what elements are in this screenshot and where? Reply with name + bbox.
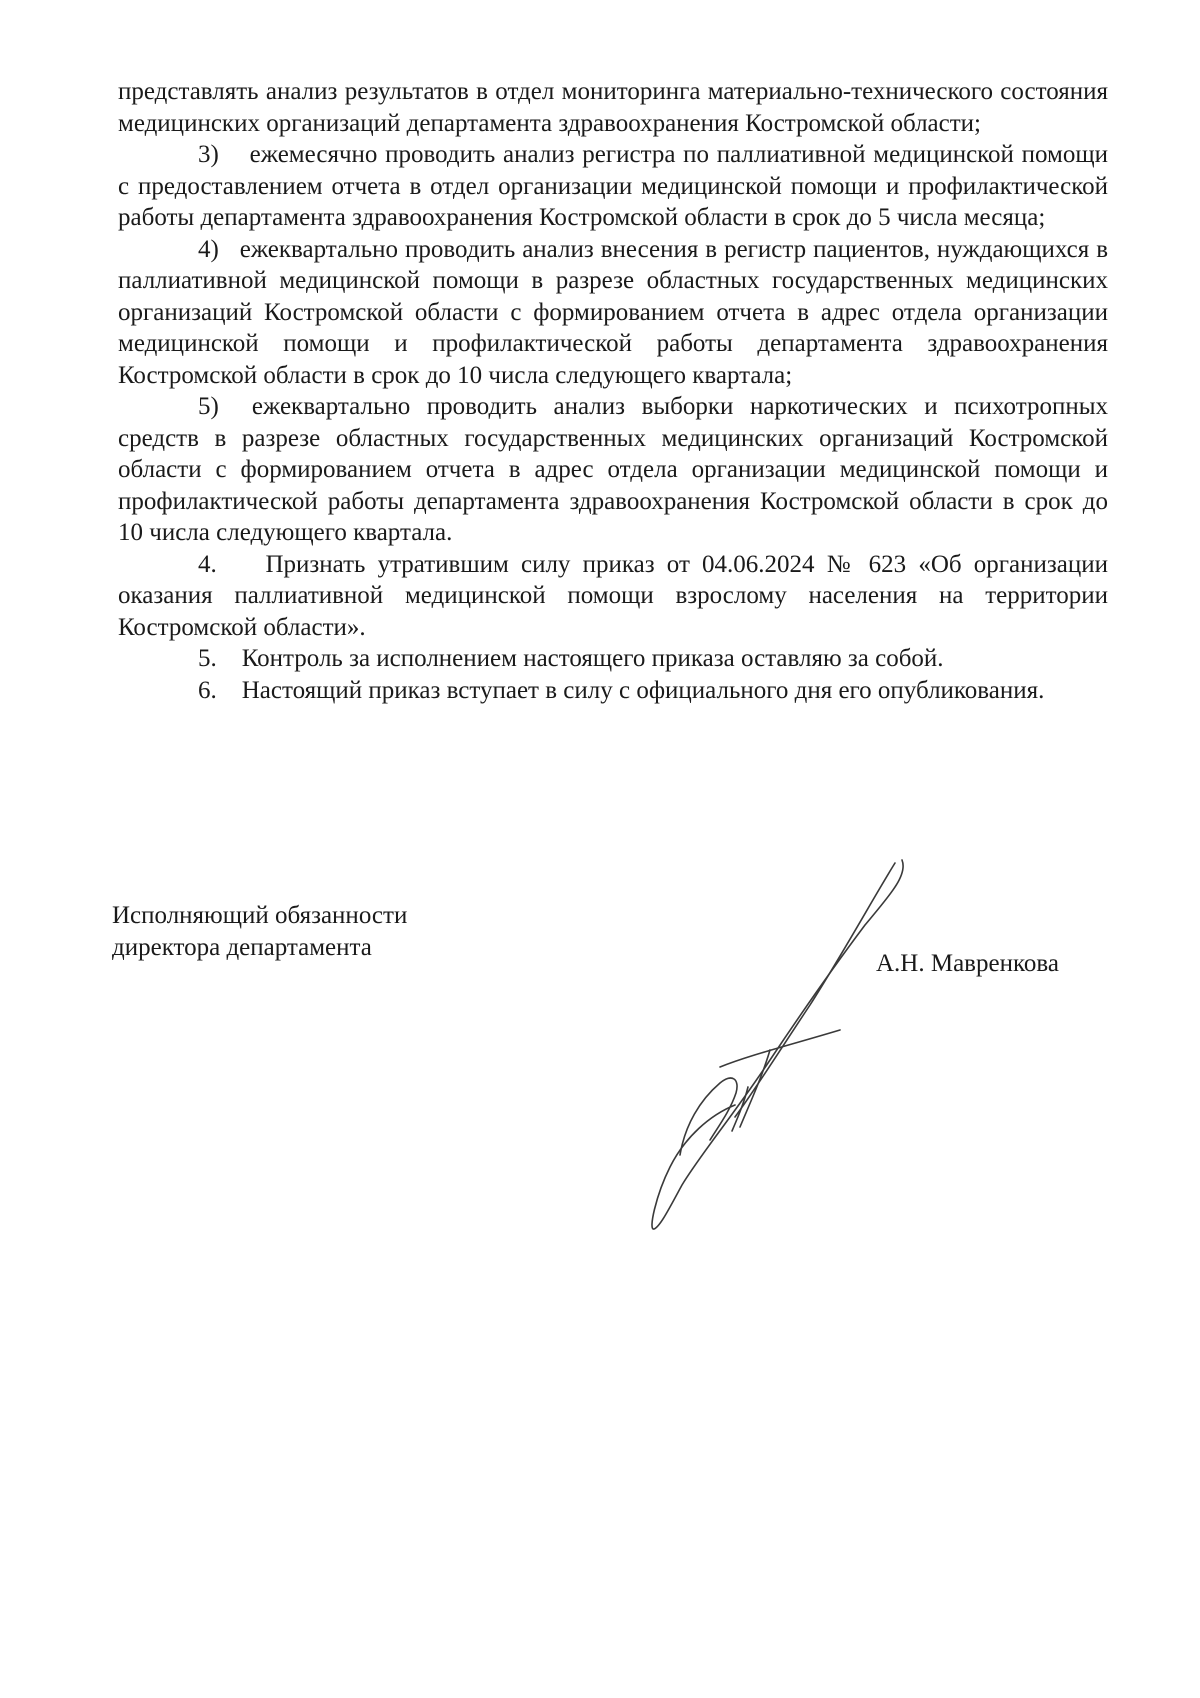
paragraph-text: ежеквартально проводить анализ выборки наркотических и психотропных средств в разрезе областных государственных медицинских организаций Костромской области с формированием отчета в адрес отдела организации медицинской помощи и профилактической работы департамента здравоохранения Костромской области в срок до 10 числа следующего квартала. [118, 393, 1109, 546]
list-number: 5) [198, 393, 219, 420]
list-item-5 [118, 391, 1108, 549]
signatory-name: А.Н. Мавренкова [876, 950, 1059, 977]
list-number: 4) [198, 235, 219, 263]
clause-number: 4. [198, 550, 217, 578]
signatory-title-line: директора департамента [112, 933, 372, 961]
clause-number: 5. [198, 645, 217, 672]
signatory-title [112, 900, 407, 963]
clause-5 [118, 643, 1108, 675]
paragraph-text: представлять анализ результатов в отдел мониторинга материально-технического состояния медицинских организаций департамента здравоохранения Костромской области; [118, 78, 1108, 137]
handwritten-signature [640, 855, 940, 1235]
document-body [118, 76, 1108, 706]
clause-number: 6. [198, 676, 217, 704]
paragraph-text: ежеквартально проводить анализ внесения в регистр пациентов, нуждающихся в паллиативной медицинской помощи в разрезе областных государственных медицинских организаций Костромской области с формированием отчета в адрес отдела организации медицинской помощи и профилактической работы департамента здравоохранения Костромской области в срок до 10 числа следующего квартала; [118, 235, 1109, 389]
clause-6 [118, 675, 1108, 707]
paragraph-text: ежемесячно проводить анализ регистра по паллиативной медицинской помощи с предоставлением отчета в отдел организации медицинской помощи и профилактической работы департамента здравоохранения Костромской области в срок до 5 числа месяца; [118, 141, 1109, 231]
list-item-3 [118, 139, 1108, 234]
clause-4 [118, 549, 1108, 644]
paragraph-text: Контроль за исполнением настоящего приказа оставляю за собой. [241, 645, 944, 672]
list-number: 3) [198, 141, 219, 168]
paragraph-text: Настоящий приказ вступает в силу с официального дня его опубликования. [241, 676, 1045, 704]
paragraph-continuation [118, 76, 1108, 139]
paragraph-text: Признать утратившим силу приказ от 04.06.2024 № 623 «Об организации оказания паллиативной медицинской помощи взрослому населения на территории Костромской области». [118, 550, 1108, 641]
list-item-4 [118, 234, 1108, 392]
signatory-title-line: Исполняющий обязанности [112, 902, 408, 929]
